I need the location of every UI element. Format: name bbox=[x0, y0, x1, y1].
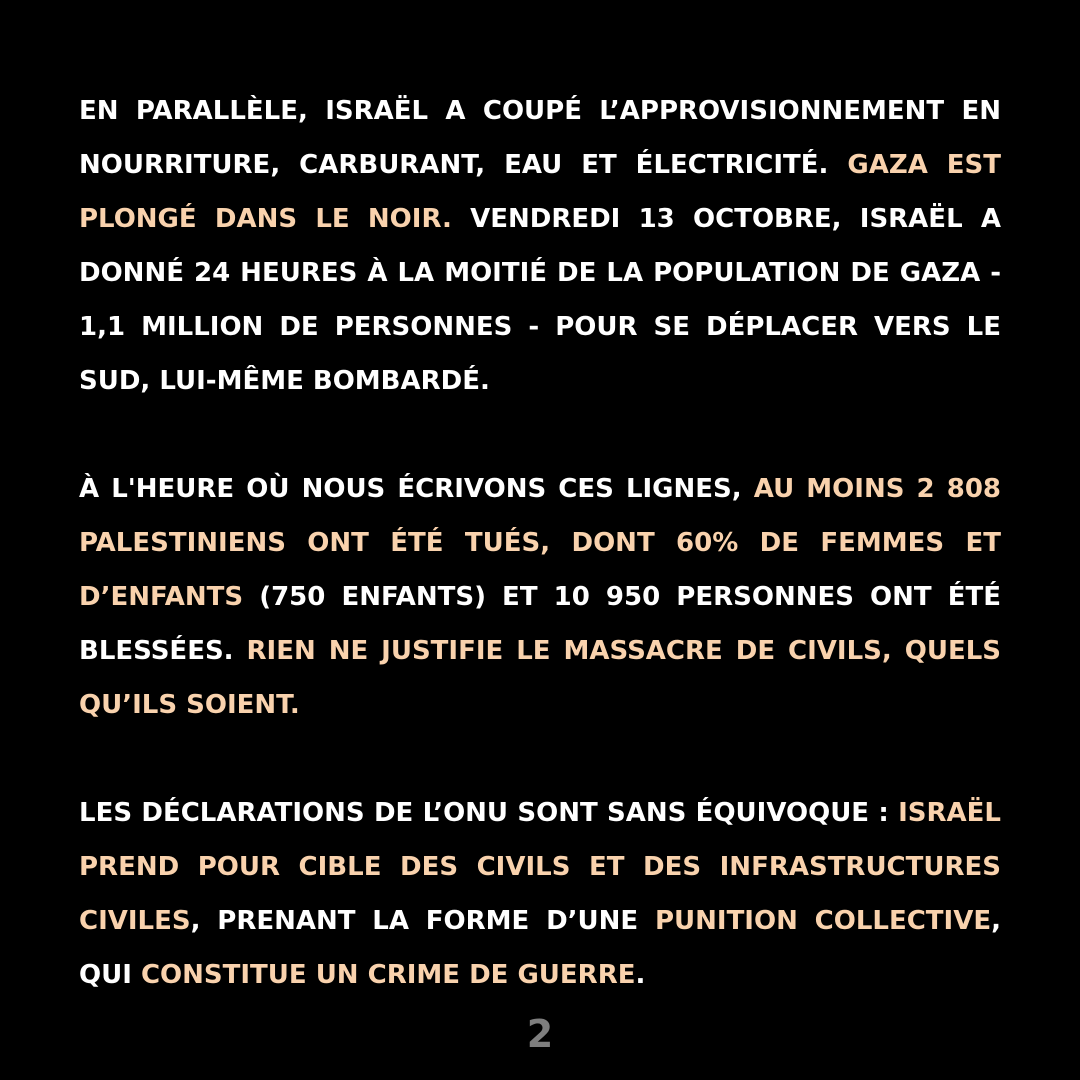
page-number: 2 bbox=[526, 1012, 554, 1056]
highlighted-text-segment: PUNITION COLLECTIVE bbox=[654, 906, 992, 936]
text-segment: . bbox=[635, 960, 646, 990]
text-segment: , QUI bbox=[79, 906, 1001, 990]
text-segment: VENDREDI 13 OCTOBRE, ISRAËL A DONNÉ 24 HEURES À LA MOITIÉ DE LA POPULATION DE GAZA - 1,1 MILLION DE PERSONNES - POUR SE DÉPLACER VERS LE SUD, LUI-MÊME BOMBARDÉ. bbox=[79, 204, 1002, 396]
text-segment: LES DÉCLARATIONS DE L’ONU SONT SANS ÉQUIVOQUE : bbox=[79, 798, 899, 828]
text-segment: (750 ENFANTS) ET 10 950 PERSONNES ONT ÉTÉ BLESSÉES. bbox=[79, 582, 1001, 666]
highlighted-text-segment: CONSTITUE UN CRIME DE GUERRE bbox=[140, 960, 636, 990]
text-segment: EN PARALLÈLE, ISRAËL A COUPÉ L’APPROVISIONNEMENT EN NOURRITURE, CARBURANT, EAU ET ÉLECTRICITÉ. bbox=[79, 96, 1001, 180]
text-body bbox=[79, 84, 1001, 1002]
highlighted-text-segment: ISRAËL PREND POUR CIBLE DES CIVILS ET DES INFRASTRUCTURES CIVILES bbox=[79, 798, 1001, 936]
paragraph-1 bbox=[79, 84, 1001, 408]
paragraph-3 bbox=[79, 786, 1001, 1002]
highlighted-text-segment: GAZA EST PLONGÉ DANS LE NOIR. bbox=[79, 150, 1001, 234]
highlighted-text-segment: AU MOINS 2 808 PALESTINIENS ONT ÉTÉ TUÉS, DONT 60% DE FEMMES ET D’ENFANTS bbox=[79, 474, 1002, 612]
paragraph-2 bbox=[79, 462, 1001, 732]
text-segment: À L'HEURE OÙ NOUS ÉCRIVONS CES LIGNES, bbox=[79, 474, 754, 504]
text-segment: , PRENANT LA FORME D’UNE bbox=[190, 906, 655, 936]
highlighted-text-segment: RIEN NE JUSTIFIE LE MASSACRE DE CIVILS, QUELS QU’ILS SOIENT. bbox=[79, 636, 1001, 720]
